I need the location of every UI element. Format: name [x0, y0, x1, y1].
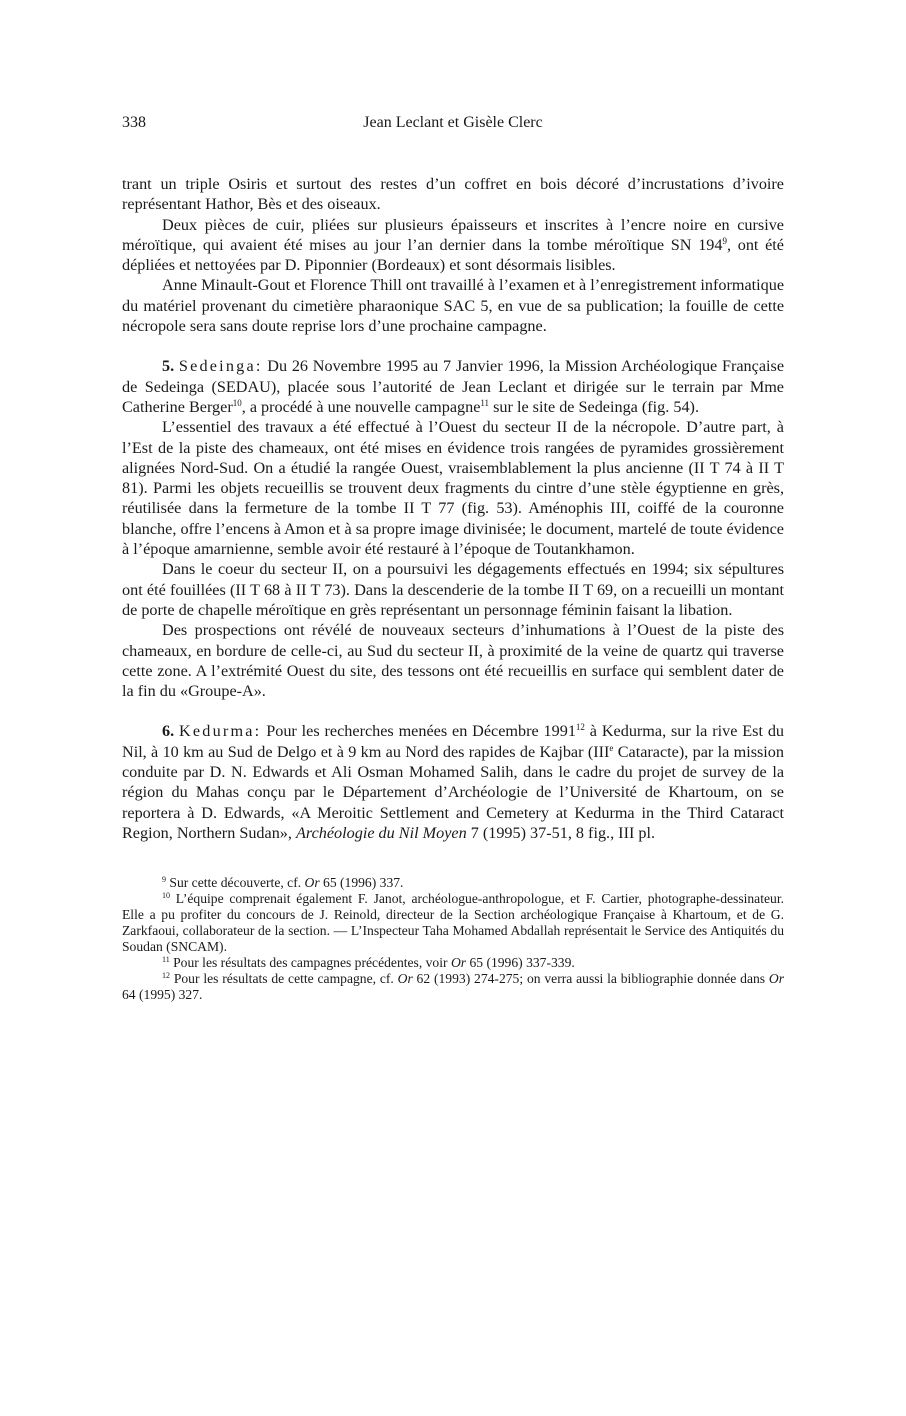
footnote-11: $^{11}$ Pour les résultats des campagnes précédentes, voir Or 65 (1996) 337-339.: [162, 955, 575, 971]
page-number: 338: [122, 114, 146, 131]
footnote-ref-9[interactable]: 9: [722, 235, 727, 246]
paragraph-sector-ii-core: Dans le coeur du secteur II, on a poursuivi les dégagements effectués en 1994; six sépultures ont été fouillées (II T 68 à II T 73). Dans la descenderie de la tombe II T 69, on a recueilli un montant de porte de chapelle méroïtique en grès représentant un personnage féminin faisant la libation.: [122, 560, 784, 619]
journal-title: Archéologie du Nil Moyen: [296, 823, 467, 842]
section-5-sedeinga: 5. Sedeinga: Du 26 Novembre 1995 au 7 Janvier 1996, la Mission Archéologique Française de Sedeinga (SEDAU), placée sous l’autorité de Jean Leclant et dirigée sur le terrain par Mme Catherine Berger$^{10}$, a procédé à une nouvelle campagne$^{11}$ sur le site de Sedeinga (fig. 54).: [122, 357, 785, 416]
running-head-authors: Jean Leclant et Gisèle Clerc: [363, 114, 543, 131]
page: [122, 114, 784, 1003]
running-header: [122, 114, 784, 138]
footnote-12: $^{12}$ Pour les résultats de cette campagne, cf. Or 62 (1993) 274-275; on verra aussi la bibliographie donnée dans Or 64 (1995) 327.: [122, 971, 784, 1003]
paragraph-leather-pieces: Deux pièces de cuir, pliées sur plusieurs épaisseurs et inscrites à l’encre noire en cursive méroïtique, qui avaient été mises au jour l’an dernier dans la tombe méroïtique SN $194^9$, ont été dépliées et nettoyées par D. Piponnier (Bordeaux) et sont désormais lisibles.: [122, 215, 784, 275]
footnotes: [122, 875, 784, 1003]
paragraph-sac5: Anne Minault-Gout et Florence Thill ont travaillé à l’examen et à l’enregistrement informatique du matériel provenant du cimetière pharaonique SAC 5, en vue de sa publication; la fouille de cette nécropole sera sans doute reprise lors d’une prochaine campagne.: [122, 276, 784, 336]
section-6-kedurma: 6. Kedurma: Pour les recherches menées en Décembre 1991$^{12}$ à Kedurma, sur la rive Est du Nil, à 10 km au Sud de Delgo et à 9 km au Nord des rapides de Kajbar (IIIe Cataracte), par la mission conduite par D. N. Edwards et Ali Osman Mohamed Salih, dans le cadre du projet de survey de la région du Mahas conçu par le Département d’Archéologie de l’Université de Khartoum, on se reportera à D. Edwards, «A Meroitic Settlement and Cemetery at Kedurma in the Third Cataract Region, Northern Sudan», Archéologie du Nil Moyen 7 (1995) 37-51, 8 fig., III pl.: [122, 722, 785, 842]
paragraph-continuation: trant un triple Osiris et surtout des restes d’un coffret en bois décoré d’incrustations d’ivoire représentant Hathor, Bès et des oiseaux.: [122, 175, 784, 214]
paragraph-sector-ii-west: L’essentiel des travaux a été effectué à l’Ouest du secteur II de la nécropole. D’autre part, à l’Est de la piste des chameaux, ont été mises en évidence trois rangées de pyramides grossièrement alignées Nord-Sud. On a étudié la rangée Ouest, vraisemblablement la plus ancienne (II T 74 à II T 81). Parmi les objets recueillis se trouvent deux fragments du cintre d’une stèle égyptienne en grès, réutilisée dans la fermeture de la tombe II T 77 (fig. 53). Aménophis III, coiffé de la couronne blanche, offre l’encens à Amon et à sa propre image divinisée; le document, martelé de toute évidence à l’époque amarnienne, semble avoir été restauré à l’époque de Toutankhamon.: [122, 418, 784, 559]
section-number: 6.: [162, 722, 175, 741]
footnote-10: $^{10}$ L’équipe comprenait également F. Janot, archéologue-anthropologue, et F. Cartier, photographe-dessinateur. Elle a pu profiter du concours de J. Reinold, directeur de la Section archéologique Française à Khartoum, et de G. Zarkfaoui, collaborateur de la section. — L’Inspecteur Taha Mohamed Abdallah représentait le Service des Antiquités du Soudan (SNCAM).: [122, 891, 784, 955]
section-number: 5.: [162, 357, 175, 376]
site-name: Sedeinga:: [178, 357, 263, 376]
footnote-9: $^9$ Sur cette découverte, cf. Or 65 (1996) 337.: [162, 875, 404, 891]
footnote-ref-11[interactable]: 11: [480, 397, 490, 408]
site-name: Kedurma:: [179, 722, 262, 741]
footnote-ref-10[interactable]: 10: [232, 397, 242, 408]
paragraph-prospections: Des prospections ont révélé de nouveaux secteurs d’inhumations à l’Ouest de la piste des chameaux, en bordure de celle-ci, au Sud du secteur II, à proximité de la veine de quartz qui traverse cette zone. A l’extrémité Ouest du site, des tessons ont été recueillis en surface qui semblent dater de la fin du «Groupe-A».: [122, 621, 784, 701]
footnote-ref-12[interactable]: 12: [575, 722, 585, 733]
main-text: [122, 174, 784, 843]
